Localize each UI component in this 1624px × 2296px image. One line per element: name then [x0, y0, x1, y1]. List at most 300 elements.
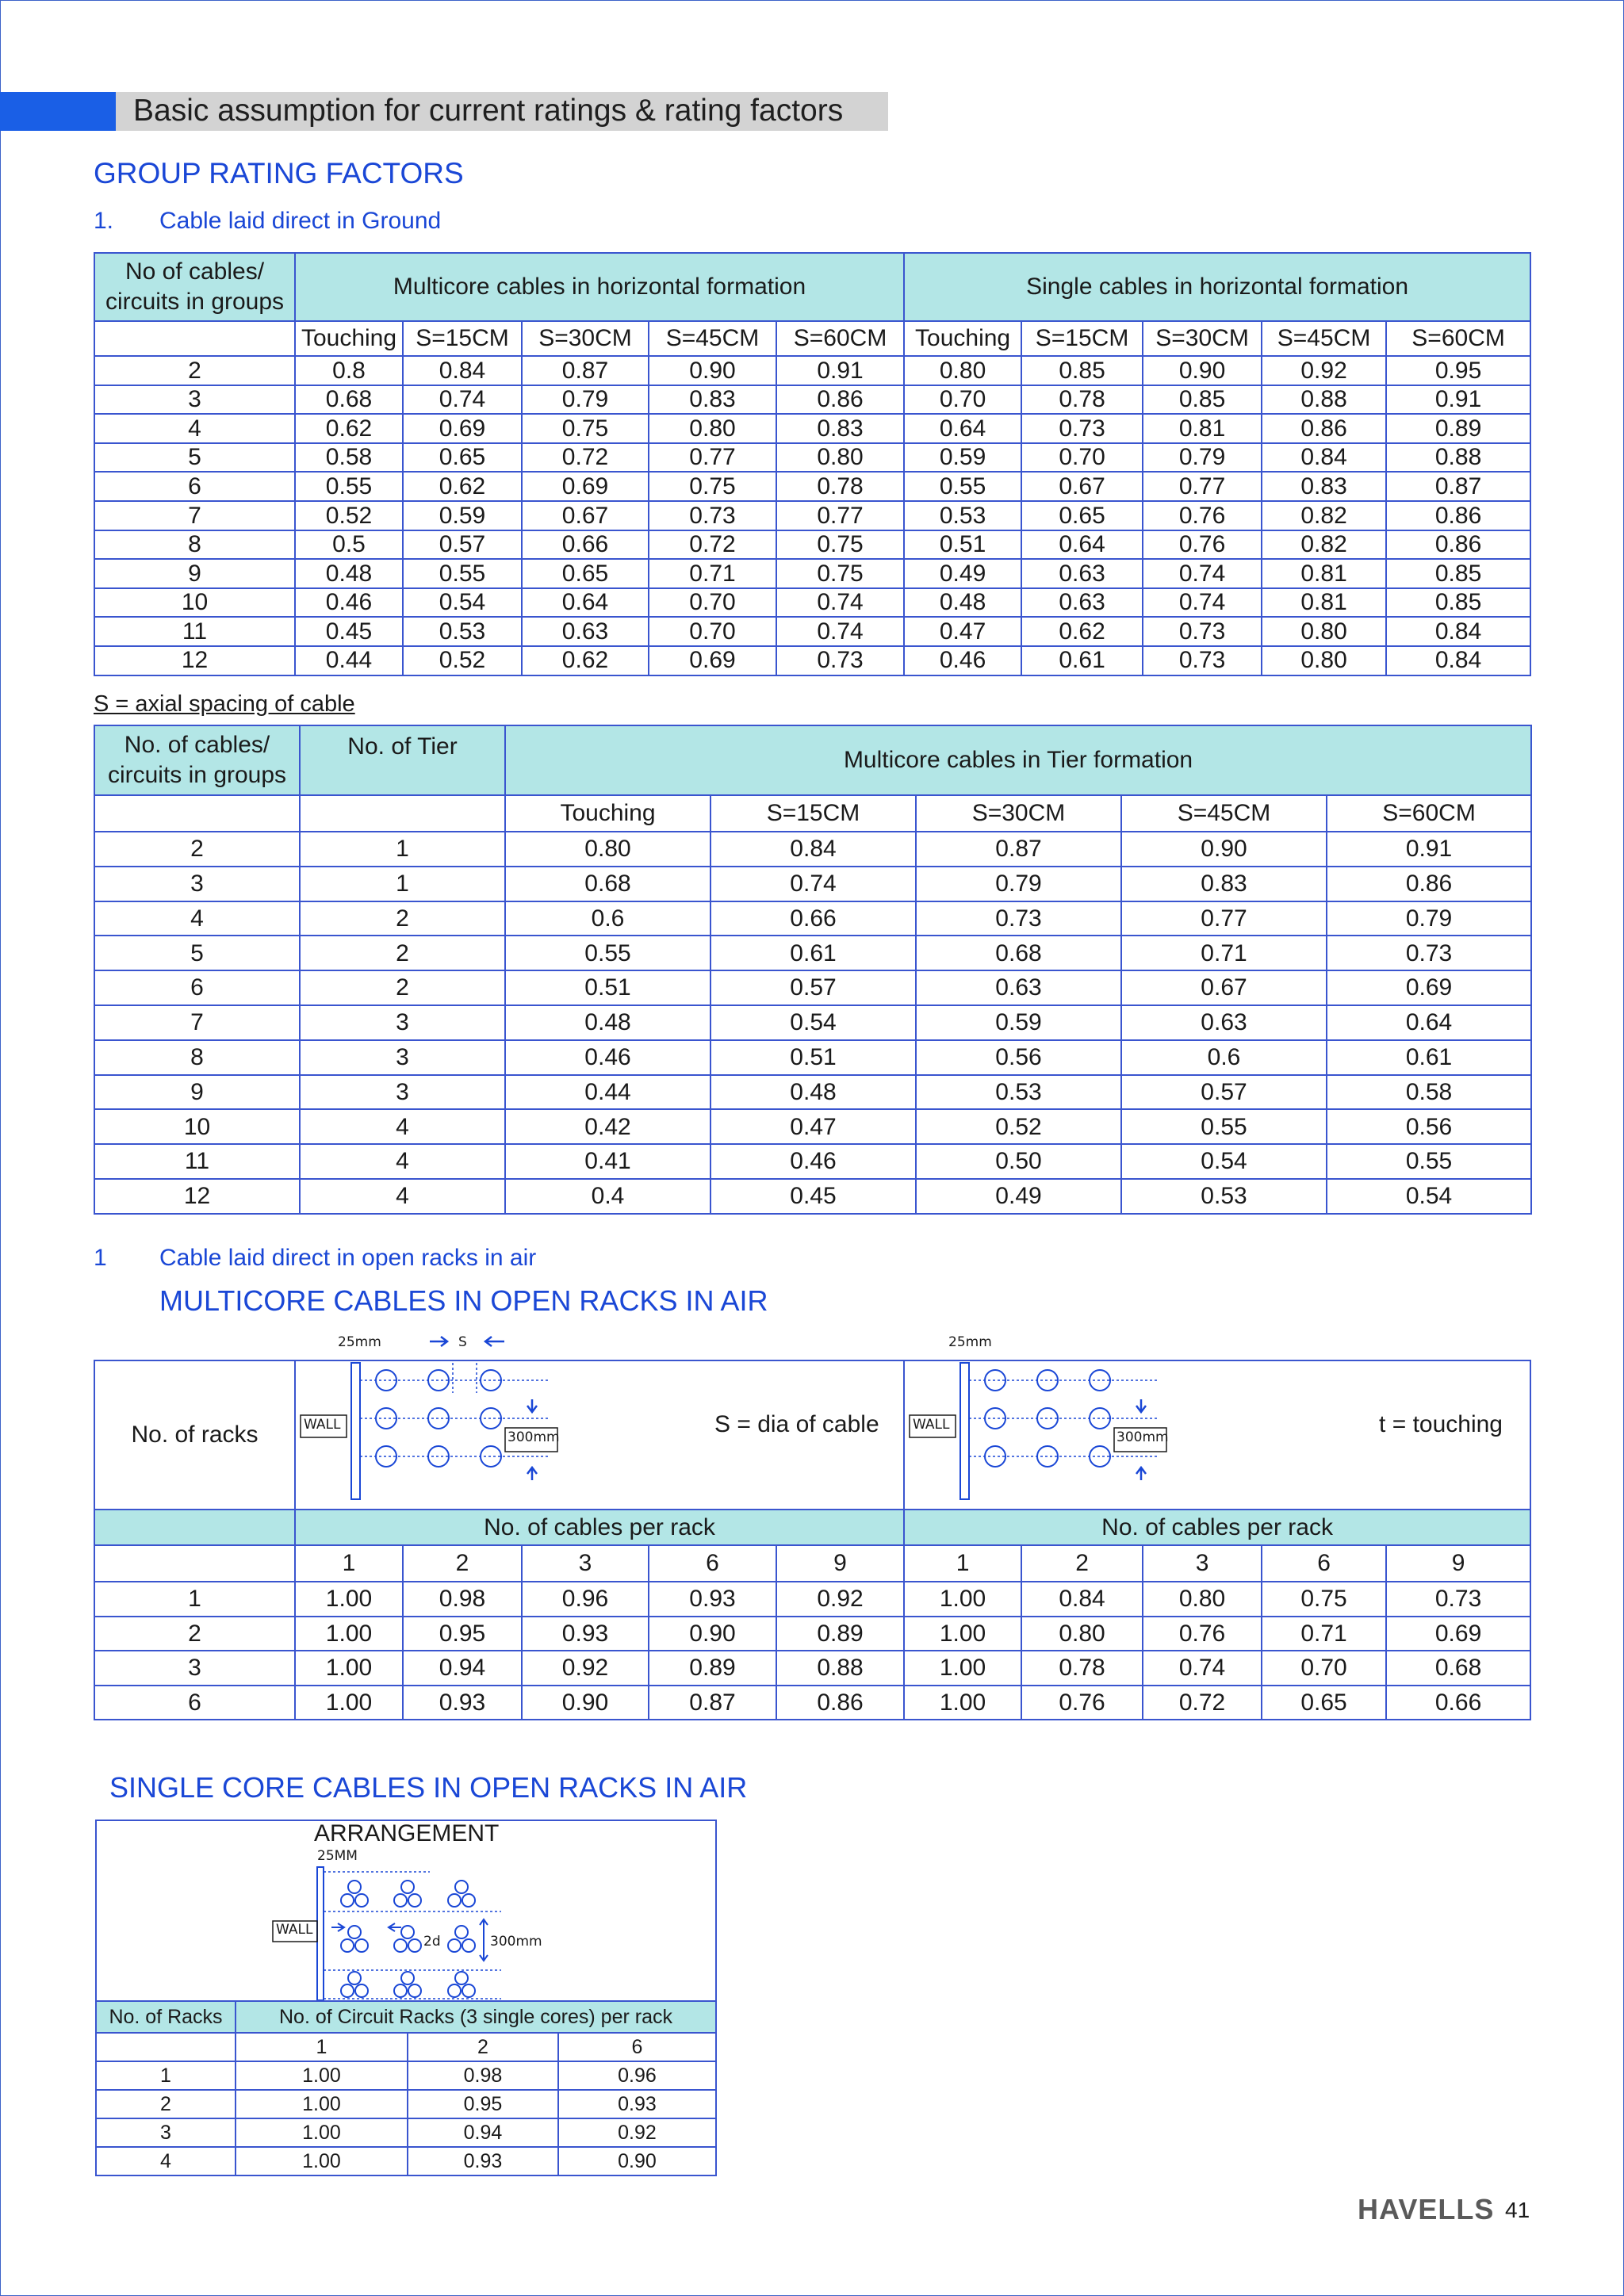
table-cell: 0.67 — [1121, 970, 1327, 1005]
table-row — [94, 501, 1530, 530]
t1-header-groups: No of cables/ circuits in groups — [94, 253, 295, 321]
table-cell: 0.91 — [1386, 385, 1530, 415]
t3-header-racks: No. of racks — [94, 1360, 295, 1510]
table-cell: 1.00 — [295, 1617, 403, 1651]
table2-subheader: S=30CM — [916, 795, 1121, 832]
table-cell: 6 — [94, 1686, 295, 1720]
table-cell: 0.85 — [1386, 588, 1530, 618]
table-single-core-racks — [95, 1820, 717, 2176]
table-cell: 0.86 — [1262, 414, 1386, 443]
table-cell: 0.62 — [1021, 617, 1143, 646]
table-cell: 0.67 — [1021, 472, 1143, 501]
table-cell: 0.93 — [649, 1582, 776, 1617]
table-cell: 1.00 — [904, 1617, 1021, 1651]
table-cell: 0.95 — [1386, 356, 1530, 385]
table-cell: 8 — [94, 1040, 300, 1075]
table-cell: 0.54 — [1121, 1144, 1327, 1179]
table-row — [94, 1040, 1531, 1075]
table-row — [94, 530, 1530, 560]
table-cell: 0.62 — [522, 646, 649, 675]
table-cell: 0.86 — [1327, 867, 1531, 901]
table-cell: 0.79 — [1327, 901, 1531, 936]
right-diagram-caption: t = touching — [1379, 1411, 1503, 1437]
table-cell: 1.00 — [295, 1686, 403, 1720]
table-row — [94, 901, 1531, 936]
table-cell: 0.5 — [295, 530, 403, 560]
table-row — [94, 936, 1531, 970]
table-cell: 0.79 — [522, 385, 649, 415]
table-cell: 0.87 — [1386, 472, 1530, 501]
table-row — [94, 1005, 1531, 1040]
table-cell: 4 — [94, 414, 295, 443]
t4-sub-blank — [96, 2033, 236, 2061]
table-cell: 0.93 — [408, 2147, 558, 2175]
table-cell: 0.51 — [505, 970, 710, 1005]
table1-subheader: Touching — [904, 321, 1021, 356]
table-cell: 4 — [300, 1109, 505, 1144]
table-cell: 0.90 — [558, 2147, 716, 2175]
spacing-note: S = axial spacing of cable — [94, 691, 355, 717]
right-300mm-label: 300mm — [1116, 1429, 1169, 1445]
table-cell: 0.48 — [710, 1075, 916, 1110]
table-cell: 0.66 — [522, 530, 649, 560]
table-cell: 0.84 — [1386, 646, 1530, 675]
table-cell: 0.91 — [776, 356, 904, 385]
table-cell: 11 — [94, 617, 295, 646]
table-cell: 0.76 — [1143, 530, 1262, 560]
table-row — [94, 356, 1530, 385]
table-cell: 0.76 — [1143, 501, 1262, 530]
table-cell: 2 — [94, 356, 295, 385]
table-cell: 9 — [94, 1075, 300, 1110]
table1-subheader: S=45CM — [649, 321, 776, 356]
table-cell: 0.48 — [904, 588, 1021, 618]
table-cell: 1.00 — [236, 2147, 408, 2175]
table-cell: 0.81 — [1262, 559, 1386, 588]
table-cell: 0.83 — [776, 414, 904, 443]
table-cell: 0.67 — [522, 501, 649, 530]
t2-header-groups: No. of cables/ circuits in groups — [94, 725, 300, 795]
table-cell: 9 — [94, 559, 295, 588]
page-number: 41 — [1505, 2198, 1530, 2222]
single-300mm-label: 300mm — [490, 1934, 542, 1950]
table-cell: 0.84 — [1262, 443, 1386, 473]
table3-subheader: 9 — [1386, 1545, 1530, 1582]
right-rack-diagram — [904, 1360, 1530, 1510]
table-cell: 0.44 — [505, 1075, 710, 1110]
table1-subheader: S=30CM — [522, 321, 649, 356]
table-cell: 0.77 — [1143, 472, 1262, 501]
single-25mm-label: 25MM — [317, 1848, 358, 1864]
table-cell: 1.00 — [295, 1651, 403, 1686]
table-cell: 10 — [94, 588, 295, 618]
table-cell: 0.73 — [776, 646, 904, 675]
table-cell: 0.82 — [1262, 501, 1386, 530]
left-rack-diagram — [295, 1360, 904, 1510]
table-cell: 2 — [96, 2090, 236, 2118]
table-cell: 0.84 — [403, 356, 522, 385]
table-row — [96, 2118, 716, 2147]
table-cell: 0.66 — [710, 901, 916, 936]
table-cell: 0.70 — [649, 617, 776, 646]
table3-subheader: 1 — [904, 1545, 1021, 1582]
table-cell: 3 — [94, 867, 300, 901]
table1-subheader: S=60CM — [776, 321, 904, 356]
t4-header-circuit-racks: No. of Circuit Racks (3 single cores) per rack — [236, 2001, 716, 2033]
table-cell: 0.79 — [1143, 443, 1262, 473]
table-cell: 0.90 — [522, 1686, 649, 1720]
table-cell: 0.54 — [403, 588, 522, 618]
table-cell: 0.73 — [649, 501, 776, 530]
table-cell: 1.00 — [904, 1582, 1021, 1617]
table-cell: 0.69 — [1327, 970, 1531, 1005]
table-cell: 0.53 — [403, 617, 522, 646]
table-cell: 0.91 — [1327, 832, 1531, 867]
table-cell: 0.45 — [295, 617, 403, 646]
table-cell: 0.55 — [403, 559, 522, 588]
page-title: Basic assumption for current ratings & rating factors — [133, 94, 844, 128]
table-cell: 7 — [94, 1005, 300, 1040]
table-cell: 0.63 — [1021, 559, 1143, 588]
sub2-number: 1 — [94, 1245, 107, 1271]
section-title: GROUP RATING FACTORS — [94, 157, 464, 189]
table1-subheader: S=45CM — [1262, 321, 1386, 356]
right-25mm-label: 25mm — [948, 1334, 992, 1350]
table-cell: 0.92 — [522, 1651, 649, 1686]
t1-sub-blank — [94, 321, 295, 356]
table-cell: 0.46 — [904, 646, 1021, 675]
table-cell: 0.93 — [403, 1686, 522, 1720]
table-cell: 0.89 — [1386, 414, 1530, 443]
table1-subheader: S=15CM — [403, 321, 522, 356]
table-cell: 0.86 — [1386, 530, 1530, 560]
table-row — [94, 970, 1531, 1005]
table-cell: 0.87 — [916, 832, 1121, 867]
table-cell: 1.00 — [295, 1582, 403, 1617]
t2-header-tier-formation: Multicore cables in Tier formation — [505, 725, 1531, 795]
table-cell: 0.52 — [403, 646, 522, 675]
t3-sub-blank — [94, 1545, 295, 1582]
table-cell: 3 — [300, 1075, 505, 1110]
table-cell: 0.58 — [295, 443, 403, 473]
table-cell: 0.54 — [710, 1005, 916, 1040]
table-cell: 0.59 — [403, 501, 522, 530]
table-cell: 0.52 — [295, 501, 403, 530]
table3-subheader: 6 — [1262, 1545, 1386, 1582]
table-cell: 5 — [94, 936, 300, 970]
table-cell: 0.73 — [916, 901, 1121, 936]
table-cell: 0.6 — [1121, 1040, 1327, 1075]
table-row — [96, 2147, 716, 2175]
table-row — [94, 414, 1530, 443]
table-cell: 0.54 — [1327, 1179, 1531, 1214]
table-cell: 0.84 — [1386, 617, 1530, 646]
table-cell: 0.95 — [408, 2090, 558, 2118]
table-cell: 0.85 — [1021, 356, 1143, 385]
table-cell: 0.75 — [649, 472, 776, 501]
table4-subheader: 6 — [558, 2033, 716, 2061]
table3-subheader: 1 — [295, 1545, 403, 1582]
table-cell: 0.80 — [649, 414, 776, 443]
table-cell: 4 — [94, 901, 300, 936]
t2-sub-blank — [94, 795, 300, 832]
table1-subheader: S=15CM — [1021, 321, 1143, 356]
table-cell: 0.70 — [649, 588, 776, 618]
table-cell: 0.87 — [649, 1686, 776, 1720]
table2-subheader: S=15CM — [710, 795, 916, 832]
table-cell: 0.50 — [916, 1144, 1121, 1179]
table-cell: 0.62 — [295, 414, 403, 443]
table-cell: 0.86 — [776, 385, 904, 415]
table-row — [94, 472, 1530, 501]
table-cell: 0.93 — [558, 2090, 716, 2118]
table-cell: 0.69 — [403, 414, 522, 443]
table-cell: 0.47 — [904, 617, 1021, 646]
table-cell: 0.73 — [1386, 1582, 1530, 1617]
left-spacing-arrows — [428, 1334, 508, 1353]
table-cell: 0.49 — [904, 559, 1021, 588]
table-direct-ground — [94, 252, 1531, 676]
table2-subheader: S=60CM — [1327, 795, 1531, 832]
table-cell: 0.64 — [1327, 1005, 1531, 1040]
table-cell: 0.93 — [522, 1617, 649, 1651]
table-cell: 0.46 — [710, 1144, 916, 1179]
table-cell: 0.41 — [505, 1144, 710, 1179]
sub1-title: Cable laid direct in Ground — [159, 208, 442, 234]
table-cell: 12 — [94, 1179, 300, 1214]
table-cell: 0.78 — [776, 472, 904, 501]
table-cell: 0.63 — [1121, 1005, 1327, 1040]
table-cell: 0.80 — [1143, 1582, 1262, 1617]
table-cell: 0.83 — [649, 385, 776, 415]
table-cell: 0.55 — [904, 472, 1021, 501]
table-cell: 0.48 — [295, 559, 403, 588]
table-cell: 0.61 — [1021, 646, 1143, 675]
table-cell: 0.57 — [1121, 1075, 1327, 1110]
header-accent-bar — [0, 92, 116, 131]
single-2d-label: 2d — [423, 1934, 441, 1950]
table-cell: 0.68 — [916, 936, 1121, 970]
table-cell: 0.53 — [904, 501, 1021, 530]
left-s-label: S — [458, 1334, 467, 1350]
single-arrangement-diagram — [96, 1820, 716, 2001]
table-cell: 0.55 — [1121, 1109, 1327, 1144]
table-cell: 0.96 — [558, 2061, 716, 2090]
table-cell: 12 — [94, 646, 295, 675]
table3-subheader: 2 — [403, 1545, 522, 1582]
table-cell: 0.69 — [649, 646, 776, 675]
table-cell: 1 — [300, 832, 505, 867]
table-cell: 0.87 — [522, 356, 649, 385]
table-cell: 0.83 — [1121, 867, 1327, 901]
table-cell: 0.53 — [1121, 1179, 1327, 1214]
table-cell: 1.00 — [904, 1651, 1021, 1686]
multicore-racks-title: MULTICORE CABLES IN OPEN RACKS IN AIR — [159, 1284, 768, 1317]
t3-header-per-rack-left: No. of cables per rack — [295, 1510, 904, 1545]
table-cell: 1.00 — [236, 2118, 408, 2147]
table3-subheader: 3 — [1143, 1545, 1262, 1582]
table-cell: 0.72 — [522, 443, 649, 473]
table-cell: 0.73 — [1327, 936, 1531, 970]
brand-logo: HAVELLS — [1358, 2193, 1495, 2225]
table-cell: 0.92 — [776, 1582, 904, 1617]
table-row — [94, 559, 1530, 588]
left-diagram-caption: S = dia of cable — [714, 1411, 879, 1437]
table-cell: 4 — [300, 1179, 505, 1214]
table-cell: 0.65 — [1021, 501, 1143, 530]
t1-header-single: Single cables in horizontal formation — [904, 253, 1530, 321]
table-cell: 0.94 — [408, 2118, 558, 2147]
table-cell: 0.65 — [403, 443, 522, 473]
table-cell: 0.88 — [1262, 385, 1386, 415]
table-cell: 0.53 — [916, 1075, 1121, 1110]
table-cell: 3 — [94, 1651, 295, 1686]
table-cell: 0.69 — [1386, 1617, 1530, 1651]
table-cell: 0.80 — [776, 443, 904, 473]
table-row — [94, 443, 1530, 473]
table-cell: 0.52 — [916, 1109, 1121, 1144]
t3-header-blank — [94, 1510, 295, 1545]
table-cell: 1 — [96, 2061, 236, 2090]
table-cell: 0.65 — [1262, 1686, 1386, 1720]
table-cell: 0.74 — [403, 385, 522, 415]
table-cell: 0.55 — [505, 936, 710, 970]
table-cell: 0.88 — [1386, 443, 1530, 473]
table-cell: 0.47 — [710, 1109, 916, 1144]
t2-sub-blank — [300, 795, 505, 832]
table-cell: 0.76 — [1021, 1686, 1143, 1720]
table-cell: 0.56 — [1327, 1109, 1531, 1144]
left-25mm-label: 25mm — [338, 1334, 381, 1350]
table3-subheader: 3 — [522, 1545, 649, 1582]
table-cell: 0.44 — [295, 646, 403, 675]
trefoil-arrangement-svg — [97, 1821, 716, 2001]
table-cell: 0.51 — [710, 1040, 916, 1075]
table-cell: 0.86 — [1386, 501, 1530, 530]
t3-header-per-rack-right: No. of cables per rack — [904, 1510, 1530, 1545]
table-row — [94, 867, 1531, 901]
table-cell: 0.88 — [776, 1651, 904, 1686]
table-cell: 0.56 — [916, 1040, 1121, 1075]
table-cell: 0.89 — [649, 1651, 776, 1686]
table-cell: 0.57 — [403, 530, 522, 560]
table-row — [94, 1582, 1530, 1617]
table1-subheader: Touching — [295, 321, 403, 356]
table-cell: 0.78 — [1021, 1651, 1143, 1686]
table-cell: 0.77 — [776, 501, 904, 530]
t1-header-multicore: Multicore cables in horizontal formation — [295, 253, 904, 321]
table-cell: 0.79 — [916, 867, 1121, 901]
table-row — [94, 1075, 1531, 1110]
table-row — [94, 385, 1530, 415]
sub1-number: 1. — [94, 208, 114, 234]
table-cell: 0.90 — [1143, 356, 1262, 385]
t2-header-tier: No. of Tier — [300, 725, 505, 795]
table-cell: 0.69 — [522, 472, 649, 501]
table-cell: 0.85 — [1386, 559, 1530, 588]
table-cell: 2 — [300, 970, 505, 1005]
table-cell: 0.68 — [1386, 1651, 1530, 1686]
table-cell: 1 — [94, 1582, 295, 1617]
table-cell: 0.86 — [776, 1686, 904, 1720]
table-cell: 0.84 — [710, 832, 916, 867]
table-cell: 2 — [94, 832, 300, 867]
table-cell: 5 — [94, 443, 295, 473]
table-cell: 0.71 — [1262, 1617, 1386, 1651]
table-cell: 0.95 — [403, 1617, 522, 1651]
table-cell: 0.59 — [904, 443, 1021, 473]
table-cell: 0.63 — [522, 617, 649, 646]
table-cell: 0.4 — [505, 1179, 710, 1214]
table-cell: 0.82 — [1262, 530, 1386, 560]
table-cell: 0.64 — [1021, 530, 1143, 560]
table-row — [94, 1651, 1530, 1686]
table-cell: 0.78 — [1021, 385, 1143, 415]
table-cell: 0.77 — [1121, 901, 1327, 936]
table-cell: 0.61 — [710, 936, 916, 970]
table-cell: 0.76 — [1143, 1617, 1262, 1651]
table-cell: 4 — [300, 1144, 505, 1179]
table-cell: 10 — [94, 1109, 300, 1144]
table-cell: 2 — [94, 1617, 295, 1651]
table-cell: 0.73 — [1143, 617, 1262, 646]
table-cell: 0.70 — [904, 385, 1021, 415]
table-row — [94, 588, 1530, 618]
table-cell: 0.94 — [403, 1651, 522, 1686]
table1-subheader: S=60CM — [1386, 321, 1530, 356]
table-cell: 0.64 — [904, 414, 1021, 443]
table-cell: 0.51 — [904, 530, 1021, 560]
table-cell: 0.65 — [522, 559, 649, 588]
table-cell: 0.71 — [1121, 936, 1327, 970]
table-row — [94, 1617, 1530, 1651]
table-cell: 0.96 — [522, 1582, 649, 1617]
table3-subheader: 9 — [776, 1545, 904, 1582]
table-row — [94, 617, 1530, 646]
table-cell: 0.74 — [776, 617, 904, 646]
table-cell: 0.46 — [505, 1040, 710, 1075]
table-cell: 0.64 — [522, 588, 649, 618]
table-cell: 1.00 — [236, 2061, 408, 2090]
table-cell: 0.72 — [649, 530, 776, 560]
table-cell: 0.49 — [916, 1179, 1121, 1214]
table-cell: 0.81 — [1143, 414, 1262, 443]
table-cell: 0.42 — [505, 1109, 710, 1144]
table-cell: 0.75 — [776, 530, 904, 560]
single-core-racks-title: SINGLE CORE CABLES IN OPEN RACKS IN AIR — [109, 1771, 748, 1804]
table-cell: 0.81 — [1262, 588, 1386, 618]
table-cell: 0.8 — [295, 356, 403, 385]
table-cell: 0.62 — [403, 472, 522, 501]
table-cell: 3 — [94, 385, 295, 415]
table-cell: 0.92 — [1262, 356, 1386, 385]
sub2-title: Cable laid direct in open racks in air — [159, 1245, 537, 1271]
table-cell: 0.73 — [1021, 414, 1143, 443]
table3-subheader: 2 — [1021, 1545, 1143, 1582]
table-cell: 4 — [96, 2147, 236, 2175]
table-cell: 1 — [300, 867, 505, 901]
table-cell: 8 — [94, 530, 295, 560]
table-row — [94, 1109, 1531, 1144]
table-cell: 0.58 — [1327, 1075, 1531, 1110]
table1-subheader: S=30CM — [1143, 321, 1262, 356]
table-cell: 0.92 — [558, 2118, 716, 2147]
table-cell: 0.57 — [710, 970, 916, 1005]
table-cell: 0.73 — [1143, 646, 1262, 675]
table-cell: 0.84 — [1021, 1582, 1143, 1617]
table-cell: 0.70 — [1021, 443, 1143, 473]
table-cell: 3 — [300, 1005, 505, 1040]
